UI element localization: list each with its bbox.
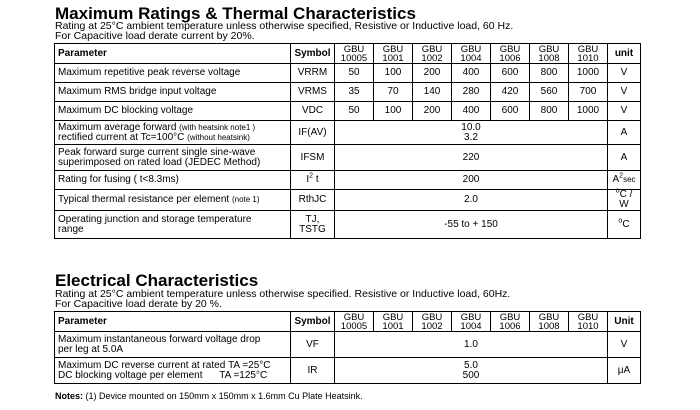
header-model: GBU 1002 — [413, 312, 452, 332]
row-unit: A — [608, 121, 641, 145]
header-symbol: Symbol — [291, 312, 335, 332]
table-row — [55, 332, 641, 358]
header-model: GBU 1008 — [530, 44, 569, 64]
row-symbol: VRRM — [291, 64, 335, 83]
header-model: GBU 10005 — [335, 44, 374, 64]
table-header-row — [55, 312, 641, 332]
row-parameter: Maximum RMS bridge input voltage — [55, 83, 291, 102]
row-value: 1000 — [569, 102, 608, 121]
row-unit: V — [608, 332, 641, 358]
row-value: 70 — [374, 83, 413, 102]
row-value: 140 — [413, 83, 452, 102]
header-model: GBU 1004 — [452, 44, 491, 64]
row-symbol: IF(AV) — [291, 121, 335, 145]
header-model: GBU 1001 — [374, 312, 413, 332]
electrical-derate: For Capacitive load derate by 20 %. — [55, 298, 222, 310]
row-value: 560 — [530, 83, 569, 102]
row-parameter: Peak forward surge current single sine-wave superimposed on rated load (JEDEC Method) — [55, 145, 291, 171]
row-parameter: Typical thermal resistance per element (note 1) — [55, 190, 291, 211]
row-symbol: VRMS — [291, 83, 335, 102]
row-value: 2.0 — [335, 190, 608, 211]
row-symbol: IR — [291, 358, 335, 384]
header-parameter: Parameter — [55, 44, 291, 64]
row-parameter: Rating for fusing ( t<8.3ms) — [55, 171, 291, 190]
row-value: -55 to + 150 — [335, 211, 608, 239]
row-value: 200 — [335, 171, 608, 190]
row-symbol: RthJC — [291, 190, 335, 211]
table-row — [55, 102, 641, 121]
row-value: 1.0 — [335, 332, 608, 358]
row-parameter: Maximum DC blocking voltage — [55, 102, 291, 121]
header-parameter: Parameter — [55, 312, 291, 332]
table-row — [55, 121, 641, 145]
row-value: 5.0 500 — [335, 358, 608, 384]
row-unit: $^o$C — [608, 211, 641, 239]
header-unit: Unit — [608, 312, 641, 332]
row-unit: A — [608, 145, 641, 171]
header-model: GBU 1010 — [569, 312, 608, 332]
row-value: 700 — [569, 83, 608, 102]
electrical-table — [54, 311, 641, 384]
row-unit: $^o$C / W — [608, 190, 641, 211]
row-parameter: Maximum repetitive peak reverse voltage — [55, 64, 291, 83]
row-value: 50 — [335, 102, 374, 121]
electrical-title: Electrical Characteristics — [55, 271, 259, 290]
header-model: GBU 1002 — [413, 44, 452, 64]
row-value: 100 — [374, 64, 413, 83]
table-row — [55, 190, 641, 211]
row-value: 100 — [374, 102, 413, 121]
row-unit: V — [608, 102, 641, 121]
row-value: 10.0 3.2 — [335, 121, 608, 145]
table-row — [55, 83, 641, 102]
row-unit: V — [608, 83, 641, 102]
header-model: GBU 1010 — [569, 44, 608, 64]
table-row — [55, 171, 641, 190]
row-value: 400 — [452, 102, 491, 121]
row-value: 50 — [335, 64, 374, 83]
header-unit: unit — [608, 44, 641, 64]
header-model: GBU 1006 — [491, 312, 530, 332]
max-ratings-conditions: Rating at 25°C ambient temperature unless otherwise specified, Resistive or Inductive load, 60 Hz. — [55, 20, 514, 32]
header-model: GBU 1004 — [452, 312, 491, 332]
header-symbol: Symbol — [291, 44, 335, 64]
header-model: GBU 1001 — [374, 44, 413, 64]
row-symbol: VF — [291, 332, 335, 358]
row-symbol: $I^2$ t — [291, 171, 335, 190]
table-row — [55, 211, 641, 239]
electrical-conditions: Rating at 25°C ambient temperature unless otherwise specified. Resistive or Inductive load, 60Hz. — [55, 288, 511, 300]
row-value: 600 — [491, 64, 530, 83]
row-unit: μA — [608, 358, 641, 384]
row-value: 220 — [335, 145, 608, 171]
row-value: 420 — [491, 83, 530, 102]
row-value: 35 — [335, 83, 374, 102]
table-header-row — [55, 44, 641, 64]
row-value: 200 — [413, 102, 452, 121]
table-row — [55, 358, 641, 384]
row-value: 800 — [530, 64, 569, 83]
row-value: 200 — [413, 64, 452, 83]
row-parameter: Maximum instantaneous forward voltage drop per leg at 5.0A — [55, 332, 291, 358]
row-symbol: VDC — [291, 102, 335, 121]
table-row — [55, 145, 641, 171]
row-value: 600 — [491, 102, 530, 121]
max-ratings-table — [54, 43, 641, 239]
row-symbol: TJ, TSTG — [291, 211, 335, 239]
row-value: 1000 — [569, 64, 608, 83]
row-parameter: Maximum average forward (with heatsink note1 ) rectified current at Tc=100°C (without heatsink) — [55, 121, 291, 145]
max-ratings-title: Maximum Ratings & Thermal Characteristics — [55, 4, 416, 23]
row-symbol: IFSM — [291, 145, 335, 171]
row-parameter: Operating junction and storage temperature range — [55, 211, 291, 239]
row-value: 280 — [452, 83, 491, 102]
table-row — [55, 64, 641, 83]
header-model: GBU 1006 — [491, 44, 530, 64]
row-value: 800 — [530, 102, 569, 121]
header-model: GBU 1008 — [530, 312, 569, 332]
row-unit: V — [608, 64, 641, 83]
row-value: 400 — [452, 64, 491, 83]
max-ratings-derate: For Capacitive load derate current by 20%. — [55, 30, 255, 42]
row-parameter: Maximum DC reverse current at rated TA =25°C DC blocking voltage per element TA =125°C — [55, 358, 291, 384]
footnote: Notes: (1) Device mounted on 150mm x 150mm x 1.6mm Cu Plate Heatsink. — [55, 391, 363, 401]
row-unit: $A^2\sec$ — [608, 171, 641, 190]
header-model: GBU 10005 — [335, 312, 374, 332]
